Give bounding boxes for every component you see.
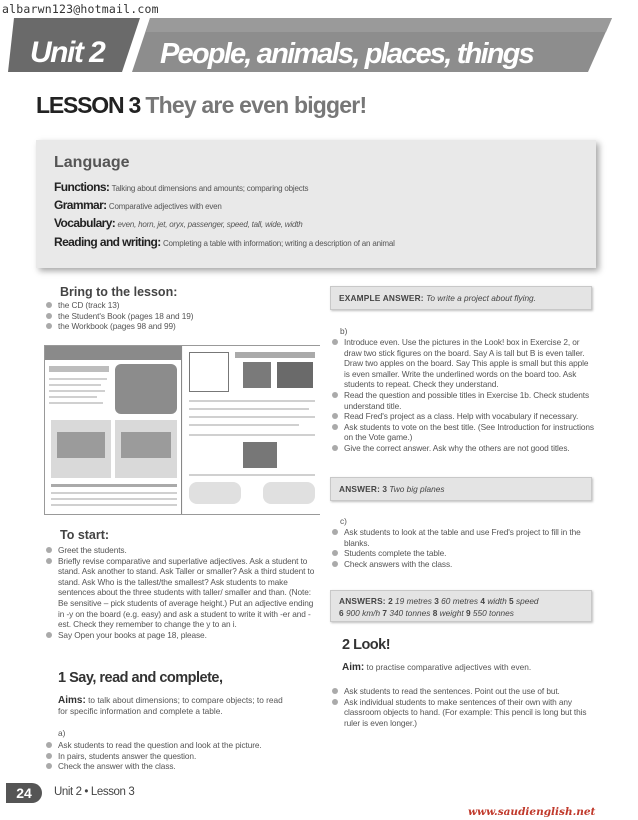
list-item: Check answers with the class.: [332, 559, 594, 570]
language-functions: [54, 180, 308, 194]
list-item: Ask students to read the question and look at the picture.: [46, 740, 316, 751]
start-list: [46, 545, 316, 640]
exercise-1b-list: [332, 337, 594, 454]
language-value: even, horn, jet, oryx, passenger, speed, tall, wide, width: [117, 220, 303, 229]
list-item: Check the answer with the class.: [46, 761, 316, 772]
book-right-page: [183, 346, 320, 514]
list-item: Greet the students.: [46, 545, 316, 556]
start-title: To start:: [60, 528, 110, 542]
exercise-1-aims-cont: for specific information and complete a table.: [58, 706, 223, 716]
aims-text: to talk about dimensions; to compare objects; to read: [88, 695, 283, 705]
aims-key: Aim:: [342, 662, 365, 673]
language-value: Comparative adjectives with even: [108, 202, 222, 211]
language-key: Vocabulary:: [54, 216, 116, 230]
unit-label: Unit 2: [30, 36, 105, 69]
example-answer-box: [330, 286, 592, 310]
answer-number: 8: [432, 608, 438, 618]
answers-line-1: [339, 595, 583, 607]
answers-box-2: [330, 590, 592, 622]
answer-number: 7: [382, 608, 388, 618]
aims-text: to practise comparative adjectives with even.: [366, 662, 532, 672]
exercise-2-title: 2 Look!: [342, 637, 391, 653]
lesson-number: LESSON 3: [36, 92, 141, 118]
exercise-1-aims: [58, 695, 283, 706]
list-item: Students complete the table.: [332, 548, 594, 559]
watermark-email: albarwn123@hotmail.com: [2, 2, 159, 16]
answer-value: width: [487, 596, 507, 606]
exercise-1-title: 1 Say, read and complete,: [58, 670, 223, 686]
exercise-1a-label: a): [58, 728, 66, 738]
answer-box-1: [330, 477, 592, 501]
list-item: Read the question and possible titles in Exercise 1b. Check students understand title.: [332, 390, 594, 411]
answer-number: 3: [434, 596, 439, 606]
answer-value: speed: [515, 596, 539, 606]
list-item: Ask students to read the sentences. Point out the use of but.: [332, 686, 594, 697]
language-key: Grammar:: [54, 198, 107, 212]
list-item: Ask students to vote on the best title. (See Introduction for instructions on the Vote game.): [332, 422, 594, 443]
page-number: 24: [6, 783, 42, 803]
answer-value: Two big planes: [389, 484, 445, 494]
exercise-2-list: [332, 686, 594, 728]
language-key: Functions:: [54, 180, 110, 194]
bring-title: Bring to the lesson:: [60, 285, 178, 299]
unit-banner: [0, 14, 638, 74]
answer-value: 550 tonnes: [472, 608, 514, 618]
language-box: [36, 140, 596, 268]
list-item: the CD (track 13): [46, 300, 316, 311]
students-book-thumbnail: [44, 345, 320, 515]
exercise-1b-label: b): [340, 326, 348, 336]
lesson-title: They are even bigger!: [145, 92, 367, 118]
language-value: Completing a table with information; writing a description of an animal: [162, 239, 395, 248]
answer-key: ANSWERS:: [339, 596, 386, 606]
exercise-1c-list: [332, 527, 594, 569]
answer-number: 9: [465, 608, 471, 618]
answers-line-2: [339, 607, 583, 619]
list-item: Ask individual students to make sentences of their own with any classroom objects to hand. (For example: This pencil is long but this ruler is even longer.): [332, 697, 594, 729]
language-title: Language: [54, 154, 130, 171]
unit-title: People, animals, places, things: [160, 38, 533, 70]
language-grammar: [54, 198, 222, 212]
aims-key: Aims:: [58, 695, 86, 706]
answer-value: To write a project about flying.: [426, 293, 536, 303]
list-item: Give the correct answer. Ask why the others are not good titles.: [332, 443, 594, 454]
answer-number: 2: [388, 596, 393, 606]
answer-value: 19 metres: [395, 596, 432, 606]
answer-value: weight: [439, 608, 464, 618]
book-left-page: [45, 346, 182, 514]
answer-number: 4: [480, 596, 485, 606]
answer-number: 6: [339, 608, 344, 618]
answer-number: 5: [509, 596, 514, 606]
footer-breadcrumb: Unit 2 • Lesson 3: [54, 786, 135, 798]
list-item: In pairs, students answer the question.: [46, 751, 316, 762]
list-item: the Student's Book (pages 18 and 19): [46, 311, 316, 322]
exercise-1c-label: c): [340, 516, 347, 526]
language-value: Talking about dimensions and amounts; comparing objects: [111, 184, 309, 193]
website-link[interactable]: www.saudienglish.net: [468, 806, 596, 818]
language-key: Reading and writing:: [54, 235, 161, 249]
list-item: Introduce even. Use the pictures in the Look! box in Exercise 2, or draw two stick figures on the board. Say A is tall but B is even taller. Draw two apples on the board. Say This apple is small but this apple is even smaller. Write the underlined words on the board too. Ask students to repeat. Check they understand.: [332, 337, 594, 390]
bring-list: [46, 300, 316, 332]
list-item: Read Fred's project as a class. Help with vocabulary if necessary.: [332, 411, 594, 422]
list-item: Say Open your books at page 18, please.: [46, 630, 316, 641]
answer-value: 340 tonnes: [389, 608, 431, 618]
answer-value: 60 metres: [441, 596, 479, 606]
list-item: Briefly revise comparative and superlative adjectives. Ask a student to stand. Ask another to stand. Ask Taller or smaller? Ask a third student to stand. Ask Who is the tallest/the smallest? Ask students to make sentences about the three students with taller/ smaller and than. (Note: Be sensitive – pick students of average height.) Put an adjective ending in -y on the board (e.g. easy) and ask a student to write it with -er and -est. Check they remember to change the y to an i.: [46, 556, 316, 630]
exercise-1a-list: [46, 740, 316, 772]
answer-key: ANSWER:: [339, 484, 381, 494]
answer-number: 3: [382, 484, 387, 494]
exercise-2-aims: [342, 662, 531, 673]
language-reading-writing: [54, 235, 395, 249]
language-vocabulary: [54, 216, 302, 230]
list-item: Ask students to look at the table and use Fred's project to fill in the blanks.: [332, 527, 594, 548]
lesson-heading: [36, 92, 366, 119]
answer-key: EXAMPLE ANSWER:: [339, 293, 424, 303]
list-item: the Workbook (pages 98 and 99): [46, 321, 316, 332]
answer-value: 900 km/h: [345, 608, 381, 618]
